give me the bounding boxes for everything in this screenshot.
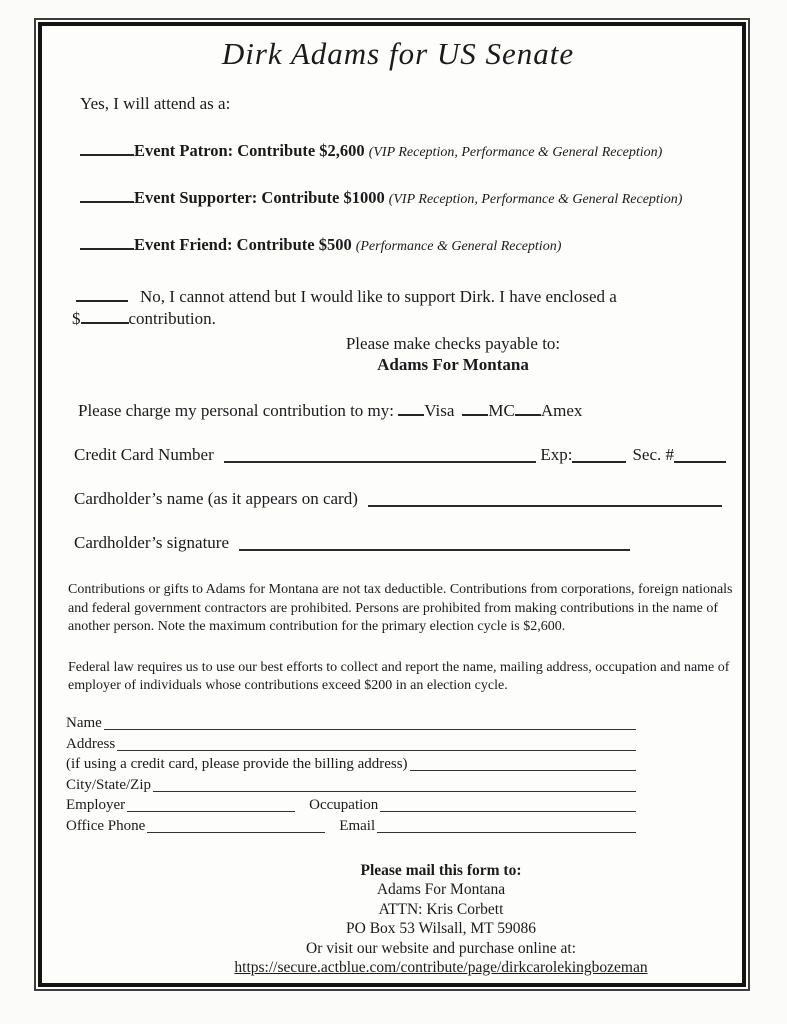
decline-text: No, I cannot attend but I would like to support Dirk. I have enclosed a: [140, 287, 617, 306]
checks-block: [66, 333, 730, 375]
city-state-zip-label: City/State/Zip: [66, 776, 151, 793]
event-friend-label: Event Friend: Contribute $500: [134, 235, 352, 254]
event-friend-note: (Performance & General Reception): [355, 239, 562, 254]
exp-label: Exp:: [540, 445, 573, 464]
card-number-blank[interactable]: [224, 461, 537, 463]
event-patron-label: Event Patron: Contribute $2,600: [134, 141, 365, 160]
charge-card-row: [78, 401, 730, 421]
cardholder-signature-row: [74, 533, 634, 553]
billing-note-row: [66, 753, 636, 774]
address-row: [66, 732, 636, 753]
decline-section: [72, 287, 730, 329]
employer-label: Employer: [66, 797, 126, 813]
name-blank[interactable]: [104, 729, 636, 730]
event-patron-blank[interactable]: [80, 142, 134, 156]
sec-label: Sec. #: [632, 445, 674, 464]
donation-url-link[interactable]: https://secure.actblue.com/contribute/page/dirkcarolekingbozeman: [234, 959, 648, 976]
email-blank[interactable]: [377, 832, 636, 833]
dollar-sign: $: [72, 309, 81, 328]
cardholder-name-blank[interactable]: [368, 505, 722, 507]
cardholder-signature-blank[interactable]: [239, 549, 630, 551]
decorative-border-frame: [34, 18, 750, 991]
amex-label: Amex: [540, 401, 583, 420]
name-label: Name: [66, 715, 102, 731]
charge-prompt: Please charge my personal contribution to my:: [78, 401, 395, 420]
option-event-friend: [80, 235, 730, 255]
contribution-amount-blank[interactable]: [81, 310, 129, 324]
mailing-heading: Please mail this form to:: [360, 861, 522, 879]
attend-prompt: Yes, I will attend as a:: [80, 94, 231, 113]
form-content: [42, 26, 742, 978]
legal-paragraph-1: Contributions or gifts to Adams for Montana are not tax deductible. Contributions from corporations, foreign nationals and federal government contractors are prohibited. Persons are prohibited from making contributions in the name of another person. Note the maximum contribution for the primary election cycle is $2,600.: [68, 582, 733, 634]
mailing-attn: ATTN: Kris Corbett: [378, 900, 504, 918]
cardholder-name-label: Cardholder’s name (as it appears on card): [74, 489, 358, 508]
occupation-label: Occupation: [309, 797, 379, 813]
contribution-text: contribution.: [128, 309, 216, 328]
occupation-blank[interactable]: [380, 811, 636, 812]
page-title: Dirk Adams for US Senate: [221, 36, 575, 71]
event-supporter-blank[interactable]: [80, 189, 134, 203]
office-phone-label: Office Phone: [66, 817, 146, 834]
event-friend-blank[interactable]: [80, 236, 134, 250]
option-event-supporter: [80, 188, 730, 208]
decline-line2: [72, 309, 730, 329]
card-number-row: [74, 445, 726, 465]
mc-blank[interactable]: [462, 402, 488, 416]
event-supporter-label: Event Supporter: Contribute $1000: [134, 188, 385, 207]
billing-note: (if using a credit card, please provide the billing address): [66, 756, 408, 772]
contact-fields: [66, 712, 636, 835]
exp-blank[interactable]: [572, 449, 626, 463]
employer-occupation-row: [66, 794, 636, 815]
mailing-org: Adams For Montana: [376, 881, 506, 898]
visa-blank[interactable]: [398, 402, 424, 416]
event-patron-note: (VIP Reception, Performance & General Reception): [368, 145, 663, 160]
name-row: [66, 712, 636, 733]
online-prompt: Or visit our website and purchase online at:: [306, 939, 576, 957]
phone-email-row: [66, 814, 636, 835]
decline-line1: [76, 287, 730, 307]
cardholder-name-row: [74, 489, 726, 509]
checks-prompt: Please make checks payable to:: [345, 334, 561, 353]
mc-label: MC: [488, 401, 515, 420]
decorative-border-frame-inner: [38, 22, 746, 987]
event-supporter-note: (VIP Reception, Performance & General Reception): [388, 192, 683, 207]
email-label: Email: [339, 817, 376, 834]
city-state-zip-row: [66, 773, 636, 794]
mailing-block: [66, 861, 730, 978]
checks-payee: Adams For Montana: [377, 355, 529, 374]
decline-blank[interactable]: [76, 288, 128, 302]
option-event-patron: [80, 141, 730, 161]
visa-label: Visa: [424, 401, 455, 420]
address-blank[interactable]: [117, 750, 636, 751]
card-number-label: Credit Card Number: [74, 445, 214, 464]
legal-paragraph-2: Federal law requires us to use our best efforts to collect and report the name, mailing address, occupation and name of employer of individuals whose contributions exceed $200 in an election cycle.: [68, 659, 730, 693]
address-label: Address: [66, 735, 116, 752]
sec-blank[interactable]: [674, 449, 726, 463]
amex-blank[interactable]: [515, 402, 541, 416]
office-phone-blank[interactable]: [147, 832, 325, 833]
city-state-zip-blank[interactable]: [153, 791, 636, 792]
cardholder-signature-label: Cardholder’s signature: [74, 533, 230, 552]
employer-blank[interactable]: [127, 811, 295, 812]
mailing-po-box: PO Box 53 Wilsall, MT 59086: [346, 920, 536, 937]
billing-address-blank[interactable]: [410, 770, 636, 771]
